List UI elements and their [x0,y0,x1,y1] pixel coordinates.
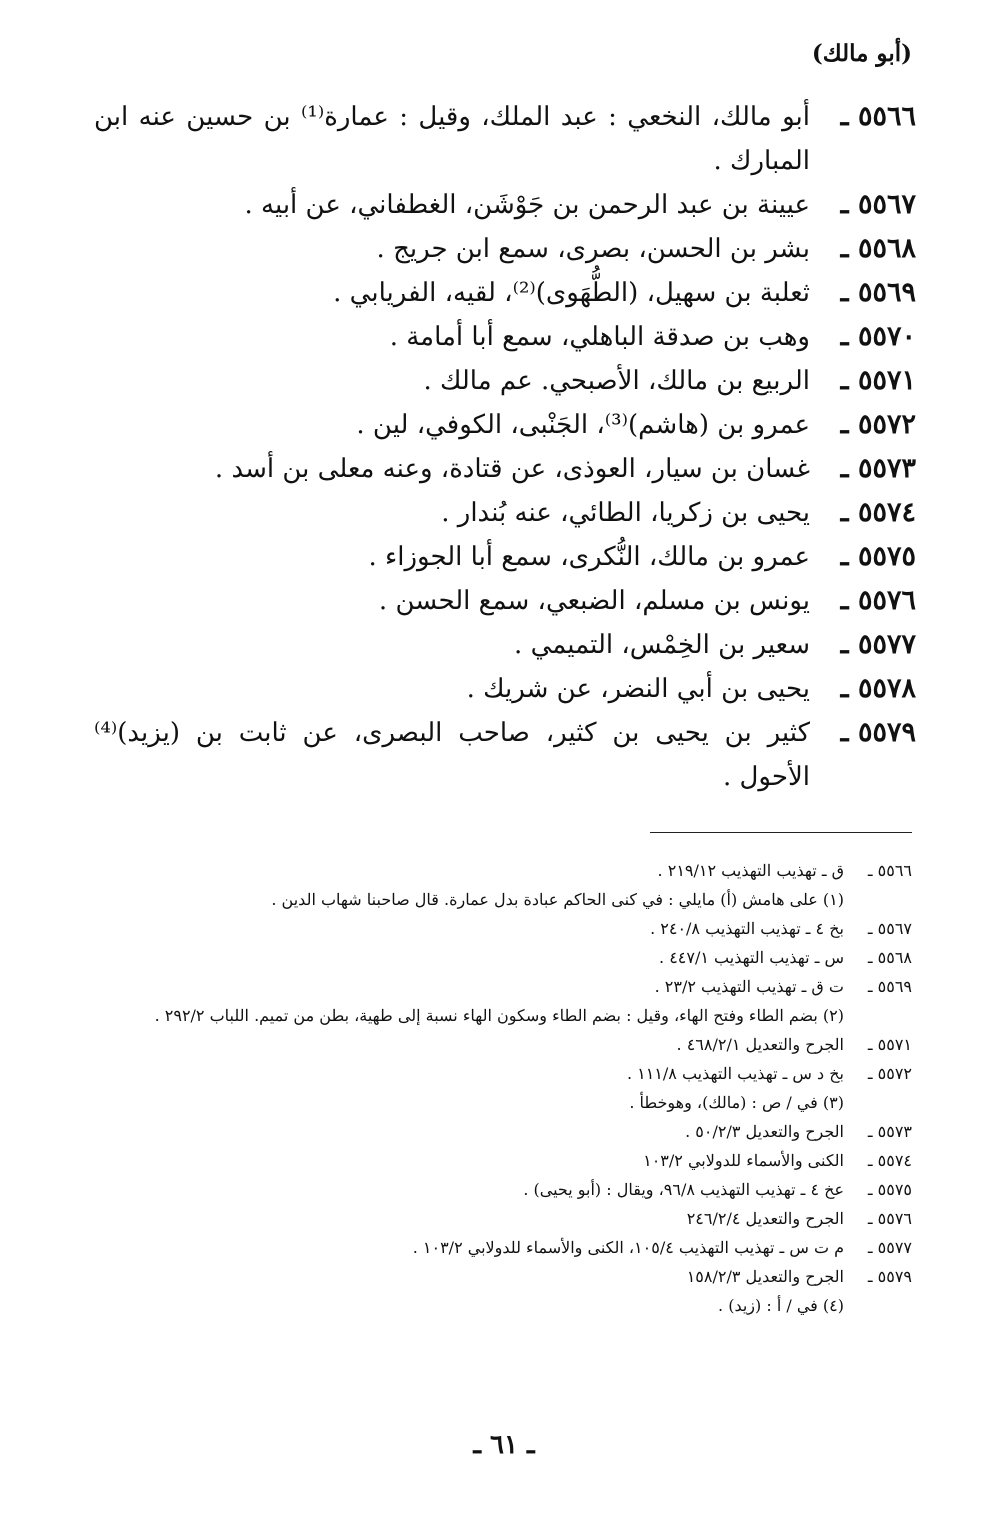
entry-text: عمرو بن (هاشم)⁽³⁾، الجَنْبى، الكوفي، لين . [356,410,810,440]
entry-number: ٥٥٧٩ ـ [840,717,916,748]
footnote-source-row [116,943,912,972]
entry-text: عمرو بن مالك، النُّكرى، سمع أبا الجوزاء . [368,542,810,572]
entry-number: ٥٥٧١ ـ [840,365,916,396]
footnote-entry-number: ٥٥٧٢ ـ [867,1064,912,1083]
entry-number: ٥٥٧٣ ـ [840,453,916,484]
footnote-text: (٢) بضم الطاء وفتح الهاء، وقيل : بضم الطاء وسكون الهاء نسبة إلى طهية، بطن من تميم. اللباب ٢٩٢/٢ . [154,1006,844,1025]
footnote-text: بخ د س ـ تهذيب التهذيب ١١١/٨ . [626,1064,844,1083]
footnote-text: (٤) في / أ : (زيد) . [718,1296,844,1315]
footnote-source-row [116,1030,912,1059]
footnote-text: (٣) في / ص : (مالك)، وهوخطأ . [629,1093,844,1112]
footnote-entry-number: ٥٥٦٦ ـ [867,861,912,880]
footnote-note-row [116,1001,912,1030]
footnote-entry-number: ٥٥٧٧ ـ [867,1238,912,1257]
footnote-source-row [116,1059,912,1088]
entry-row [94,95,916,183]
entry-text: الربيع بن مالك، الأصبحي. عم مالك . [423,366,810,396]
entry-row [94,535,916,579]
entry-row [94,359,916,403]
footnote-text: بخ ٤ ـ تهذيب التهذيب ٢٤٠/٨ . [650,919,844,938]
entry-number: ٥٥٧٧ ـ [840,629,916,660]
entry-row [94,579,916,623]
footnote-text: (١) على هامش (أ) مايلي : في كنى الحاكم عبادة بدل عمارة. قال صاحبنا شهاب الدين . [271,890,844,909]
entry-text: يونس بن مسلم، الضبعي، سمع الحسن . [378,586,810,616]
entry-row [94,623,916,667]
footnote-text: الجرح والتعديل ١٥٨/٢/٣ [686,1267,844,1286]
footnote-note-row [116,1088,912,1117]
entry-number: ٥٥٦٦ ـ [840,101,916,132]
footnote-source-row [116,856,912,885]
footnote-source-row [116,1262,912,1291]
footnote-text: س ـ تهذيب التهذيب ٤٤٧/١ . [659,948,844,967]
footnote-entry-number: ٥٥٧٣ ـ [867,1122,912,1141]
entry-text: كثير بن يحيى بن كثير، صاحب البصرى، عن ثابت بن (يزيد)⁽⁴⁾ الأحول . [94,718,810,792]
footnote-note-row [116,885,912,914]
entry-text: بشر بن الحسن، بصرى، سمع ابن جريج . [376,234,810,264]
entry-text: يحيى بن زكريا، الطائي، عنه بُندار . [441,498,810,528]
footnote-entry-number: ٥٥٧٩ ـ [867,1267,912,1286]
entry-text: أبو مالك، النخعي : عبد الملك، وقيل : عمارة⁽¹⁾ بن حسين عنه ابن المبارك . [94,102,810,176]
footnote-text: الجرح والتعديل ٢٤٦/٢/٤ [686,1209,844,1228]
entry-row [94,711,916,799]
entry-row [94,403,916,447]
page-number: ـ ٦١ ـ [473,1430,535,1460]
entry-text: ثعلبة بن سهيل، (الطُّهَوى)⁽²⁾، لقيه، الفريابي . [333,278,810,308]
entry-number: ٥٥٦٧ ـ [840,189,916,220]
entry-text: غسان بن سيار، العوذى، عن قتادة، وعنه معلى بن أسد . [214,454,810,484]
entry-number: ٥٥٧٤ ـ [840,497,916,528]
entry-row [94,227,916,271]
footnote-entry-number: ٥٥٧٤ ـ [867,1151,912,1170]
entry-number: ٥٥٦٨ ـ [840,233,916,264]
entry-number: ٥٥٦٩ ـ [840,277,916,308]
footnote-source-row [116,972,912,1001]
footnote-source-row [116,1146,912,1175]
footnote-entry-number: ٥٥٦٩ ـ [867,977,912,996]
entry-number: ٥٥٧٢ ـ [840,409,916,440]
footnote-entry-number: ٥٥٦٨ ـ [867,948,912,967]
entry-row [94,183,916,227]
entry-text: يحيى بن أبي النضر، عن شريك . [466,674,810,704]
footnote-entry-number: ٥٥٧١ ـ [867,1035,912,1054]
footnote-entry-number: ٥٥٧٥ ـ [867,1180,912,1199]
entry-number: ٥٥٧٠ ـ [840,321,916,352]
entry-number: ٥٥٧٦ ـ [840,585,916,616]
footnotes-list [116,856,912,1320]
footnote-separator [650,832,912,833]
entry-text: عيينة بن عبد الرحمن بن جَوْشَن، الغطفاني، عن أبيه . [244,190,810,220]
footnote-note-row [116,1291,912,1320]
footnote-source-row [116,1175,912,1204]
entry-text: سعير بن الخِمْس، التميمي . [514,630,810,660]
footnote-source-row [116,1233,912,1262]
entry-row [94,667,916,711]
footnote-text: ق ـ تهذيب التهذيب ٢١٩/١٢ . [657,861,844,880]
footnote-text: م ت س ـ تهذيب التهذيب ١٠٥/٤، الكنى والأسماء للدولابي ١٠٣/٢ . [412,1238,844,1257]
footnote-entry-number: ٥٥٦٧ ـ [867,919,912,938]
entry-row [94,491,916,535]
entry-row [94,315,916,359]
footnote-text: عخ ٤ ـ تهذيب التهذيب ٩٦/٨، ويقال : (أبو يحيى) . [523,1180,844,1199]
footnote-source-row [116,1204,912,1233]
footnote-text: ت ق ـ تهذيب التهذيب ٢٣/٢ . [654,977,844,996]
footnote-text: الكنى والأسماء للدولابي ١٠٣/٢ [643,1151,844,1170]
entries-list [94,95,916,799]
footnote-text: الجرح والتعديل ٤٦٨/٢/١ . [676,1035,844,1054]
footnote-source-row [116,914,912,943]
footnote-source-row [116,1117,912,1146]
footnote-entry-number: ٥٥٧٦ ـ [867,1209,912,1228]
entry-row [94,271,916,315]
entry-row [94,447,916,491]
entry-number: ٥٥٧٥ ـ [840,541,916,572]
running-head: (أبو مالك) [811,40,912,67]
entry-text: وهب بن صدقة الباهلي، سمع أبا أمامة . [389,322,810,352]
footnote-text: الجرح والتعديل ٥٠/٢/٣ . [685,1122,844,1141]
entry-number: ٥٥٧٨ ـ [840,673,916,704]
